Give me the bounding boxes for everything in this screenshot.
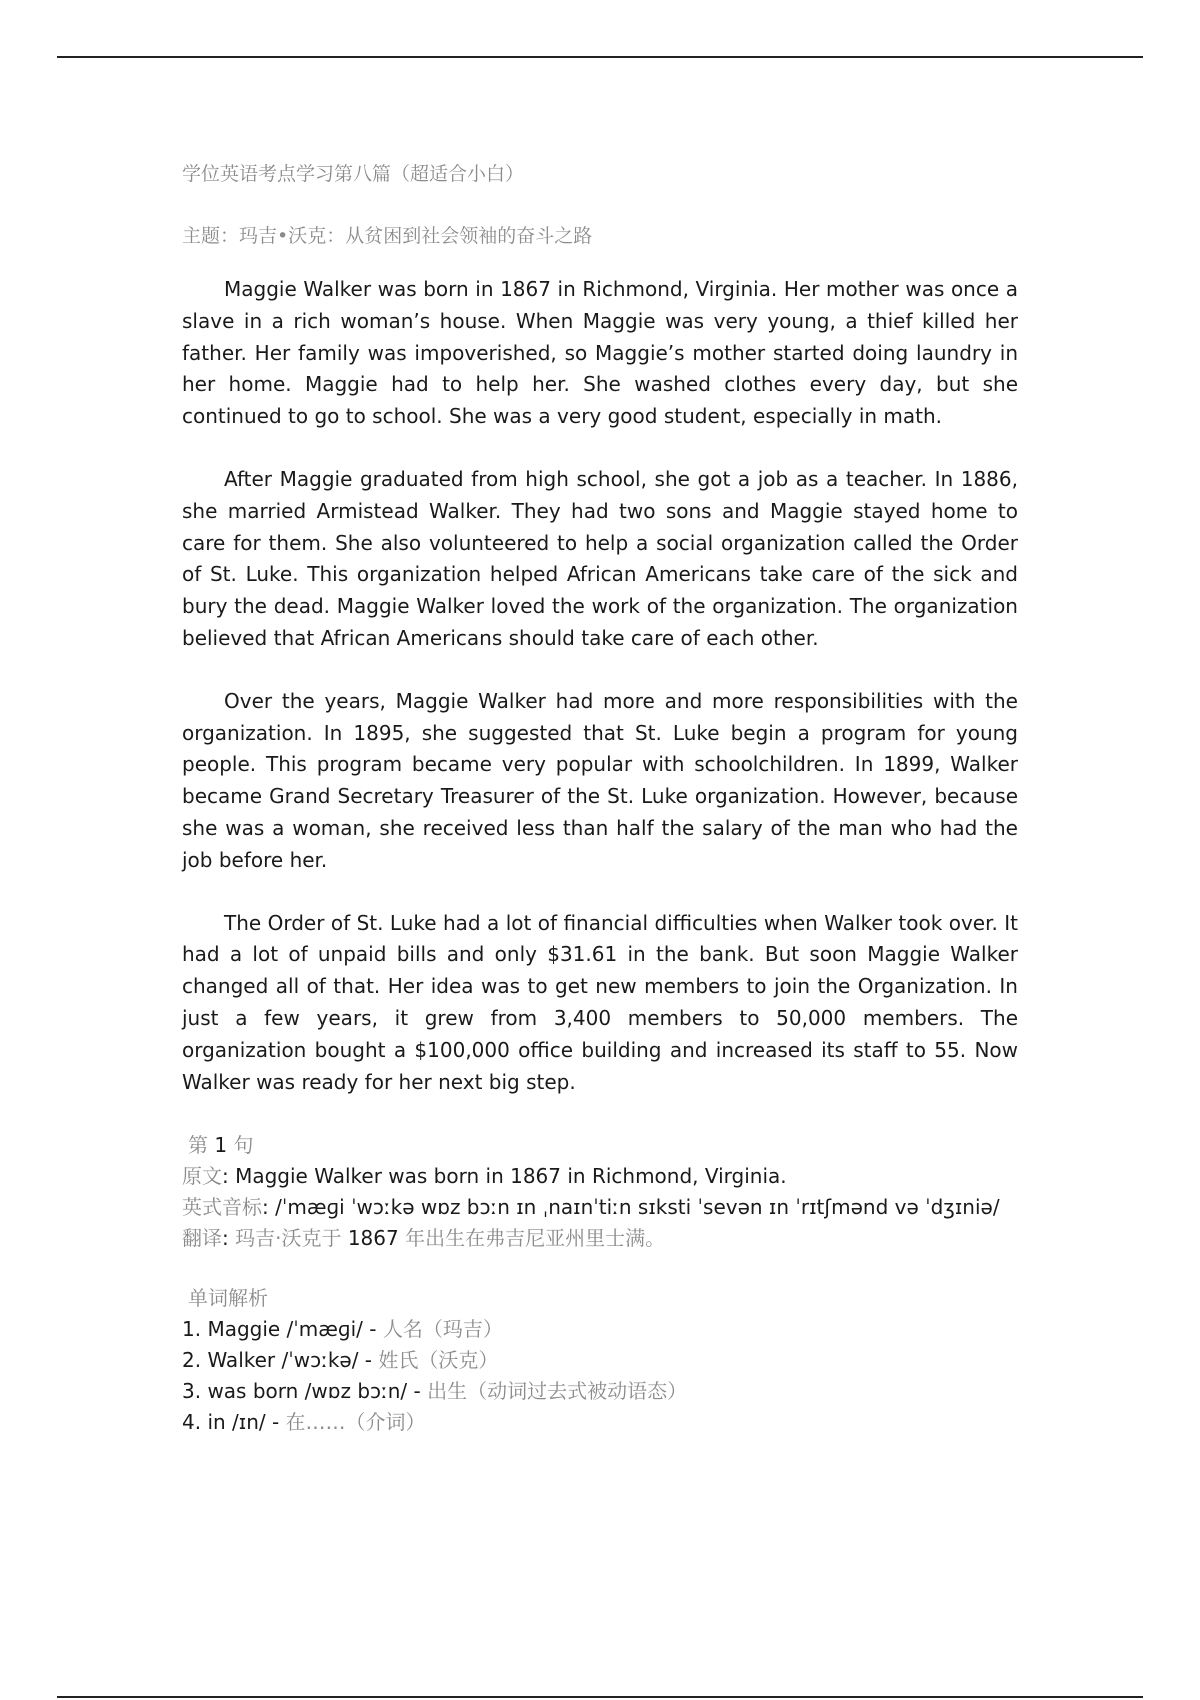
vocab-item: 1. Maggie /ˈmæɡi/ - 人名（玛吉） bbox=[182, 1317, 503, 1342]
document-body bbox=[182, 158, 1018, 1438]
header-rule bbox=[57, 56, 1143, 58]
footer-rule bbox=[57, 1696, 1143, 1698]
paragraph-4: The Order of St. Luke had a lot of financial difficulties when Walker took over. It had a lot of unpaid bills and only $31.61 in the bank. But soon Maggie Walker changed all of that. Her idea was to get new members to join the Organization. In just a few years, it grew from 3,400 members to 50,000 members. The organization bought a $100,000 office building and increased its staff to 55. Now Walker was ready for her next big step. bbox=[182, 910, 1018, 1094]
sentence-phonetic: 英式音标: /ˈmæɡi ˈwɔːkə wɒz bɔːn ɪn ˌnaɪnˈtiːn sɪksti ˈsevən ɪn ˈrɪtʃmənd və ˈdʒɪniə/ bbox=[182, 1195, 1000, 1220]
document-topic: 主题：玛吉•沃克：从贫困到社会领袖的奋斗之路 bbox=[182, 225, 593, 247]
paragraph-2: After Maggie graduated from high school, she got a job as a teacher. In 1886, she married Armistead Walker. They had two sons and Maggie stayed home to care for them. She also volunteered to help a social organization called the Order of St. Luke. This organization helped African Americans take care of the sick and bury the dead. Maggie Walker loved the work of the organization. The organization believed that African Americans should take care of each other. bbox=[182, 466, 1018, 650]
vocabulary-analysis bbox=[182, 1283, 1018, 1438]
paragraph-3: Over the years, Maggie Walker had more and more responsibilities with the organization. In 1895, she suggested that St. Luke begin a program for young people. This program became very popular with schoolchildren. In 1899, Walker became Grand Secretary Treasurer of the St. Luke organization. However, because she was a woman, she received less than half the salary of the man who had the job before her. bbox=[182, 688, 1018, 872]
vocab-item: 3. was born /wɒz bɔːn/ - 出生（动词过去式被动语态） bbox=[182, 1379, 688, 1404]
vocab-item: 2. Walker /ˈwɔːkə/ - 姓氏（沃克） bbox=[182, 1348, 499, 1373]
document-title: 学位英语考点学习第八篇（超适合小白） bbox=[182, 163, 525, 185]
vocab-title: 单词解析 bbox=[188, 1286, 268, 1311]
vocab-item: 4. in /ɪn/ - 在……（介词） bbox=[182, 1410, 426, 1435]
sentence-title: 第 1 句 bbox=[188, 1133, 254, 1158]
sentence-original: 原文: Maggie Walker was born in 1867 in Richmond, Virginia. bbox=[182, 1164, 787, 1189]
paragraph-1: Maggie Walker was born in 1867 in Richmond, Virginia. Her mother was once a slave in a rich woman’s house. When Maggie was very young, a thief killed her father. Her family was impoverished, so Maggie’s mother started doing laundry in her home. Maggie had to help her. She washed clothes every day, but she continued to go to school. She was a very good student, especially in math. bbox=[182, 277, 1018, 429]
sentence-translation: 翻译: 玛吉·沃克于 1867 年出生在弗吉尼亚州里士满。 bbox=[182, 1226, 666, 1251]
sentence-analysis bbox=[182, 1130, 1018, 1254]
